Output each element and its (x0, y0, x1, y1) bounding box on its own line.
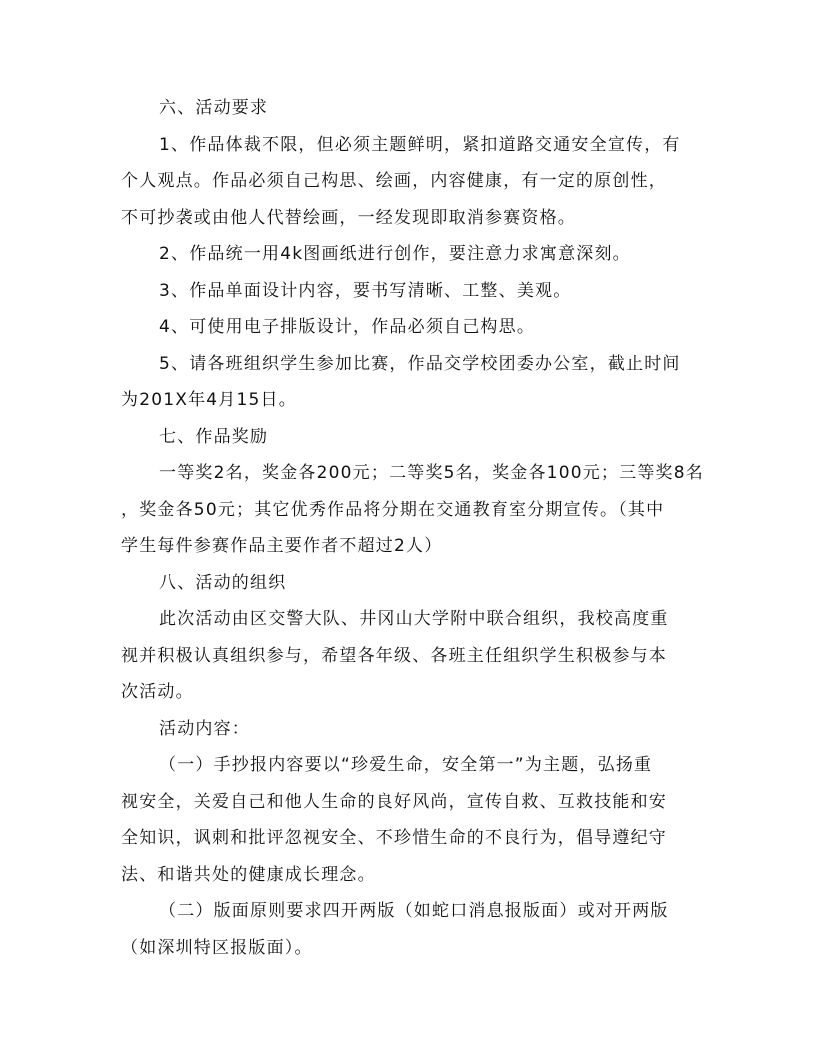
paragraph-line: 学生每件参赛作品主要作者不超过2人） (121, 536, 443, 556)
paragraph-line: 一等奖2名，奖金各200元；二等奖5名，奖金各100元；三等奖8名 (159, 463, 704, 483)
section-heading-content: 活动内容： (159, 718, 250, 739)
paragraph-line: ，奖金各50元；其它优秀作品将分期在交通教育室分期宣传。（其中 (121, 499, 665, 520)
paragraph-line: 法、和谐共处的健康成长理念。 (121, 864, 376, 885)
paragraph-line: 次活动。 (121, 682, 194, 702)
paragraph-line: 2、作品统一用4k图画纸进行创作，要注意力求寓意深刻。 (159, 244, 631, 264)
paragraph-line: 全知识，讽刺和批评忽视安全、不珍惜生命的不良行为，倡导遵纪守 (121, 828, 667, 848)
paragraph-line: 1、作品体裁不限，但必须主题鲜明，紧扣道路交通安全宣传，有 (159, 134, 681, 155)
paragraph-line: 此次活动由区交警大队、井冈山大学附中联合组织，我校高度重 (159, 609, 669, 629)
paragraph-line: 个人观点。作品必须自己构思、绘画，内容健康，有一定的原创性， (121, 171, 667, 191)
paragraph-line: 为201X年4月15日。 (121, 390, 297, 410)
document-body (121, 90, 704, 966)
paragraph-line: 3、作品单面设计内容，要书写清晰、工整、美观。 (159, 280, 572, 301)
paragraph-line: 视并积极认真组织参与，希望各年级、各班主任组织学生积极参与本 (121, 645, 667, 666)
paragraph-line: （如深圳特区报版面）。 (121, 937, 313, 958)
paragraph-line: 不可抄袭或由他人代替绘画，一经发现即取消参赛资格。 (121, 207, 576, 228)
section-heading-requirements: 六、活动要求 (159, 98, 269, 118)
section-heading-awards: 七、作品奖励 (159, 426, 269, 447)
paragraph-line: （二）版面原则要求四开两版（如蛇口消息报版面）或对开两版 (159, 901, 669, 921)
paragraph-line: （一）手抄报内容要以“珍爱生命，安全第一”为主题，弘扬重 (159, 755, 653, 775)
section-heading-organization: 八、活动的组织 (159, 572, 287, 593)
paragraph-line: 5、请各班组织学生参加比赛，作品交学校团委办公室，截止时间 (159, 353, 681, 374)
paragraph-line: 4、可使用电子排版设计，作品必须自己构思。 (159, 317, 536, 337)
paragraph-line: 视安全，关爱自己和他人生命的良好风尚，宣传自救、互救技能和安 (121, 791, 667, 812)
